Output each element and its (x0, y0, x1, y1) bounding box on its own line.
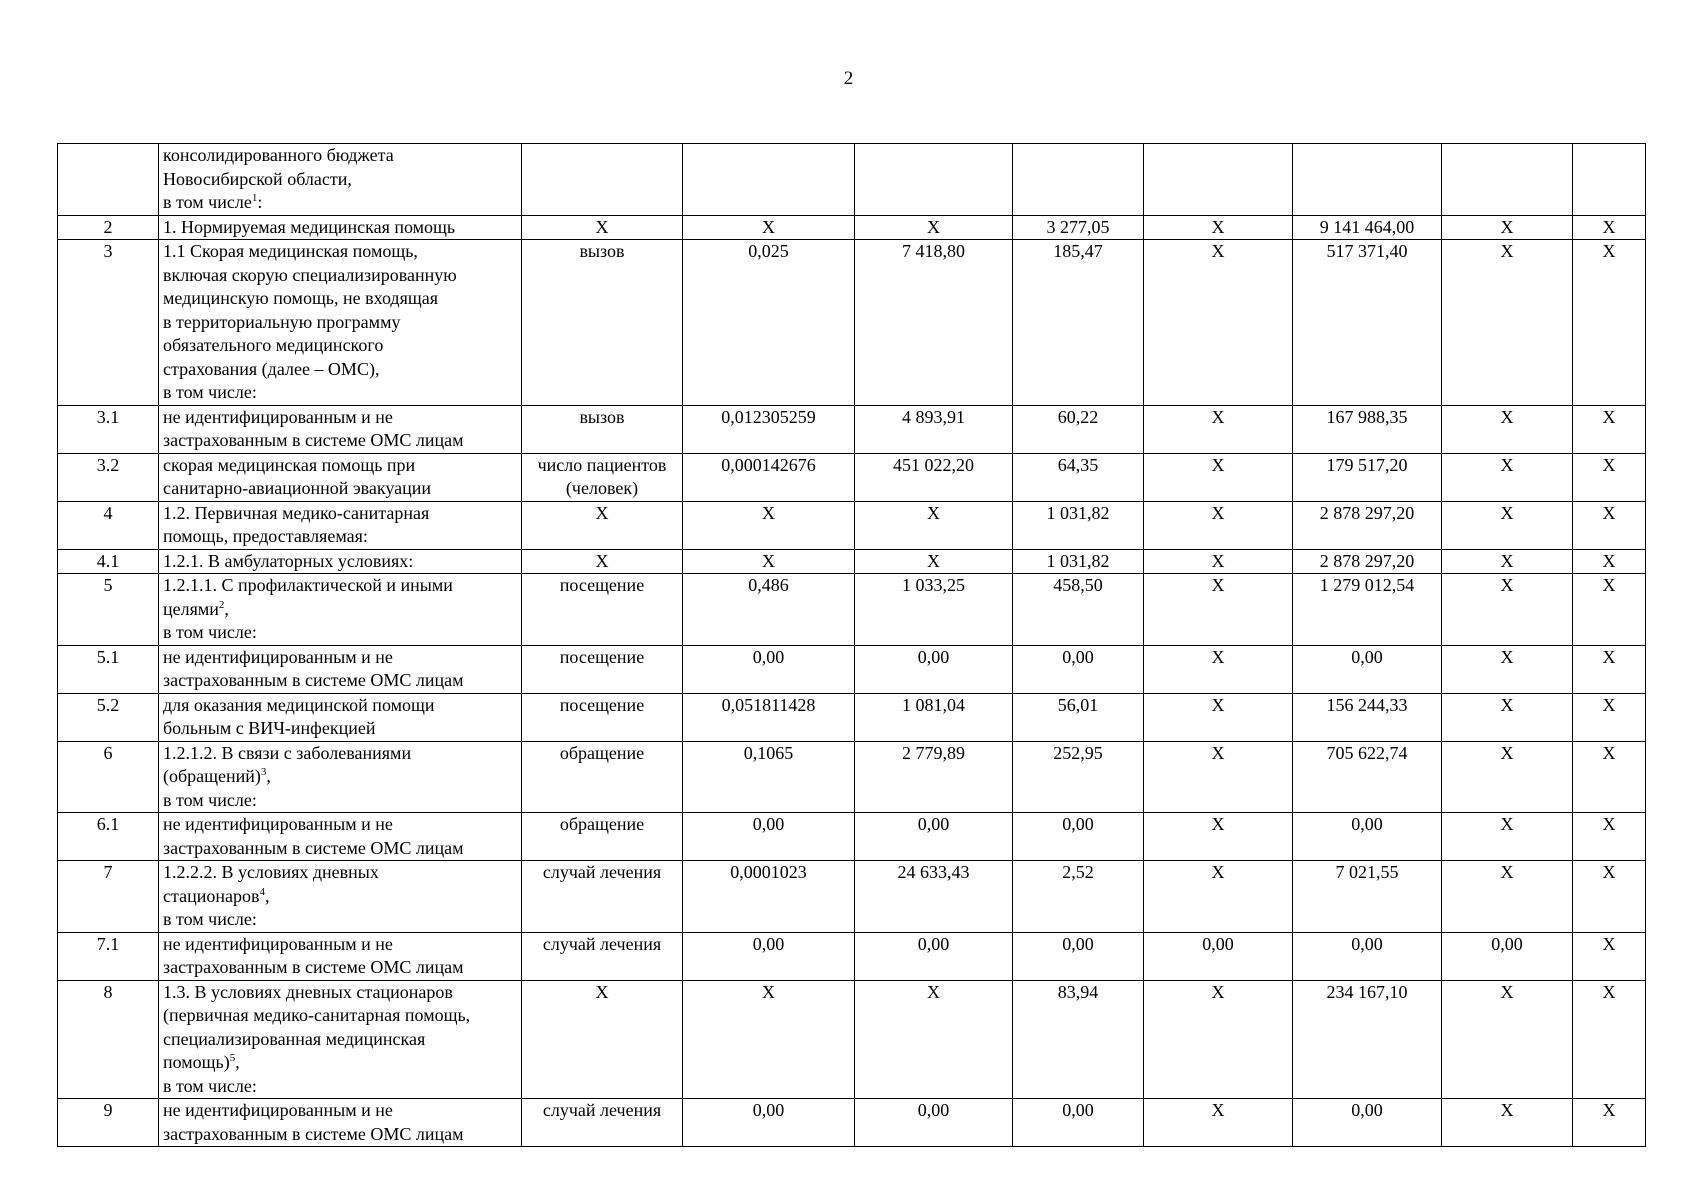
value-cell: обращение (522, 813, 683, 861)
value-cell: 0,00 (1013, 813, 1144, 861)
value-cell: посещение (522, 574, 683, 646)
row-number-cell: 4.1 (58, 549, 159, 574)
row-number-cell: 7.1 (58, 932, 159, 980)
description-cell (159, 549, 522, 574)
row-number-cell: 6 (58, 741, 159, 813)
value-cell: X (1573, 693, 1646, 741)
value-cell: 179 517,20 (1293, 453, 1442, 501)
value-cell: 0,00 (1144, 932, 1293, 980)
footnote-marker: 2 (218, 598, 225, 611)
value-cell: 64,35 (1013, 453, 1144, 501)
value-cell: 0,00 (683, 1099, 855, 1147)
value-cell: X (1144, 1099, 1293, 1147)
description-cell (159, 861, 522, 933)
description-line: Новосибирской области, (163, 168, 352, 189)
description-cell (159, 980, 522, 1099)
description-line: застрахованным в системе ОМС лицам (163, 957, 464, 977)
description-line: больным с ВИЧ-инфекцией (163, 718, 376, 738)
value-cell: X (1442, 240, 1573, 406)
description-line: не идентифицированным и не (163, 646, 393, 667)
table-row (58, 980, 1646, 1099)
description-punctuation: : (257, 192, 263, 212)
table-row (58, 215, 1646, 240)
description-line: 1.2.1.1. С профилактической и иными (163, 575, 453, 595)
value-cell: X (1442, 1099, 1573, 1147)
value-cell: 0,00 (855, 645, 1013, 693)
description-line: в том числе: (163, 1075, 257, 1096)
value-cell: X (1144, 574, 1293, 646)
description-line: 1.2.1. В амбулаторных условиях: (163, 550, 414, 571)
value-cell (1442, 144, 1573, 216)
value-cell: 0,00 (1442, 932, 1573, 980)
description-line: застрахованным в системе ОМС лицам (163, 430, 464, 450)
value-cell: 2 878 297,20 (1293, 501, 1442, 549)
value-cell: 0,00 (1013, 645, 1144, 693)
value-cell: 234 167,10 (1293, 980, 1442, 1099)
description-punctuation: , (235, 1052, 240, 1072)
description-cell (159, 501, 522, 549)
description-punctuation: , (264, 885, 270, 906)
value-cell: X (683, 215, 855, 240)
description-line: застрахованным в системе ОМС лицам (163, 1123, 464, 1144)
description-line: (первичная медико-санитарная помощь, (163, 1005, 471, 1025)
table-row (58, 501, 1646, 549)
value-cell: X (1573, 1099, 1646, 1147)
description-line: в том числе: (163, 789, 257, 810)
value-cell: X (1144, 549, 1293, 574)
value-cell: X (1144, 240, 1293, 406)
value-cell: 7 418,80 (855, 240, 1013, 406)
value-cell: 451 022,20 (855, 453, 1013, 501)
table-row (58, 1099, 1646, 1147)
value-cell: 156 244,33 (1293, 693, 1442, 741)
value-cell: 0,0001023 (683, 861, 855, 933)
description-line: в том числе: (163, 622, 257, 642)
value-cell: X (1144, 861, 1293, 933)
description-line: не идентифицированным и не (163, 933, 393, 954)
value-cell: 4 893,91 (855, 405, 1013, 453)
value-cell: X (683, 549, 855, 574)
value-cell (683, 144, 855, 216)
description-line: в территориальную программу (163, 311, 401, 332)
value-cell: X (855, 549, 1013, 574)
description-cell (159, 240, 522, 406)
value-cell: число пациентов (человек) (522, 453, 683, 501)
value-cell: 0,000142676 (683, 453, 855, 501)
row-number-cell: 9 (58, 1099, 159, 1147)
value-cell: 0,00 (1293, 932, 1442, 980)
value-cell: X (1442, 645, 1573, 693)
description-line: специализированная медицинская (163, 1028, 426, 1049)
table-row (58, 240, 1646, 406)
footnote-marker: 4 (259, 885, 265, 898)
row-number-cell: 3 (58, 240, 159, 406)
value-cell (1573, 144, 1646, 216)
value-cell: X (1573, 453, 1646, 501)
value-cell: X (1573, 574, 1646, 646)
value-cell: 517 371,40 (1293, 240, 1442, 406)
value-cell: X (1442, 813, 1573, 861)
value-cell: X (855, 980, 1013, 1099)
description-punctuation: , (266, 766, 271, 786)
value-cell: 0,00 (855, 813, 1013, 861)
description-line: включая скорую специализированную (163, 264, 457, 285)
value-cell: X (1573, 240, 1646, 406)
table-row (58, 453, 1646, 501)
value-cell: X (1144, 693, 1293, 741)
description-line: санитарно-авиационной эвакуации (163, 478, 432, 498)
value-cell: X (1573, 932, 1646, 980)
description-line: 1. Нормируемая медицинская помощь (163, 216, 456, 237)
value-cell: X (1573, 645, 1646, 693)
description-cell (159, 693, 522, 741)
value-cell: 60,22 (1013, 405, 1144, 453)
table-row (58, 405, 1646, 453)
description-line: 1.3. В условиях дневных стационаров (163, 981, 453, 1002)
description-cell (159, 574, 522, 646)
description-line: 1.2. Первичная медико-санитарная (163, 502, 430, 523)
description-line: помощь) (163, 1052, 230, 1072)
value-cell: случай лечения (522, 1099, 683, 1147)
value-cell: 0,00 (683, 932, 855, 980)
description-line: медицинскую помощь, не входящая (163, 288, 438, 308)
value-cell: X (1144, 741, 1293, 813)
row-number-cell: 8 (58, 980, 159, 1099)
row-number-cell: 6.1 (58, 813, 159, 861)
value-cell: X (1573, 215, 1646, 240)
row-number-cell: 3.2 (58, 453, 159, 501)
value-cell: X (1442, 501, 1573, 549)
description-line: 1.2.2.2. В условиях дневных (163, 862, 379, 882)
value-cell: X (1573, 501, 1646, 549)
description-line: не идентифицированным и не (163, 814, 393, 834)
row-number-cell: 2 (58, 215, 159, 240)
description-line: 1.1 Скорая медицинская помощь, (163, 241, 418, 261)
value-cell: X (522, 215, 683, 240)
description-cell (159, 405, 522, 453)
footnote-marker: 1 (251, 192, 258, 204)
value-cell: X (1573, 813, 1646, 861)
value-cell: X (1573, 980, 1646, 1099)
table-row (58, 861, 1646, 933)
value-cell: X (1442, 215, 1573, 240)
table-row (58, 813, 1646, 861)
value-cell: X (683, 980, 855, 1099)
value-cell: 0,00 (1013, 932, 1144, 980)
table-body (58, 144, 1646, 1147)
value-cell: 0,00 (1013, 1099, 1144, 1147)
value-cell: 1 031,82 (1013, 549, 1144, 574)
description-line: в том числе (163, 192, 252, 212)
value-cell: X (1144, 645, 1293, 693)
table-row (58, 693, 1646, 741)
value-cell: 1 033,25 (855, 574, 1013, 646)
value-cell: X (1573, 741, 1646, 813)
value-cell (1144, 144, 1293, 216)
value-cell: X (1442, 405, 1573, 453)
value-cell: 0,00 (1293, 645, 1442, 693)
value-cell: X (522, 501, 683, 549)
description-line: застрахованным в системе ОМС лицам (163, 670, 464, 690)
value-cell: X (1144, 215, 1293, 240)
value-cell: 705 622,74 (1293, 741, 1442, 813)
value-cell: 0,00 (855, 1099, 1013, 1147)
row-number-cell: 4 (58, 501, 159, 549)
table-row (58, 144, 1646, 216)
value-cell (522, 144, 683, 216)
value-cell: 252,95 (1013, 741, 1144, 813)
table-row (58, 741, 1646, 813)
value-cell: 0,00 (1293, 813, 1442, 861)
table-row (58, 549, 1646, 574)
value-cell: X (1442, 980, 1573, 1099)
description-line: скорая медицинская помощь при (163, 454, 416, 475)
value-cell: 0,00 (683, 645, 855, 693)
value-cell: 185,47 (1013, 240, 1144, 406)
table-row (58, 645, 1646, 693)
value-cell: 0,012305259 (683, 405, 855, 453)
value-cell: X (1442, 574, 1573, 646)
table-row (58, 574, 1646, 646)
value-cell: 0,486 (683, 574, 855, 646)
description-cell (159, 1099, 522, 1147)
value-cell: 0,1065 (683, 741, 855, 813)
value-cell: 1 279 012,54 (1293, 574, 1442, 646)
row-number-cell: 5.2 (58, 693, 159, 741)
description-line: обязательного медицинского (163, 335, 384, 355)
description-punctuation: , (224, 598, 229, 619)
value-cell: 0,025 (683, 240, 855, 406)
value-cell: 2 779,89 (855, 741, 1013, 813)
value-cell: случай лечения (522, 932, 683, 980)
description-cell (159, 453, 522, 501)
value-cell: 2 878 297,20 (1293, 549, 1442, 574)
value-cell (855, 144, 1013, 216)
row-number-cell: 7 (58, 861, 159, 933)
description-line: в том числе: (163, 382, 257, 402)
value-cell: X (1442, 861, 1573, 933)
description-cell (159, 645, 522, 693)
description-cell (159, 215, 522, 240)
description-cell (159, 144, 522, 216)
value-cell: вызов (522, 405, 683, 453)
value-cell: 1 031,82 (1013, 501, 1144, 549)
description-line: (обращений) (163, 766, 261, 786)
value-cell: 3 277,05 (1013, 215, 1144, 240)
value-cell: 9 141 464,00 (1293, 215, 1442, 240)
value-cell: 458,50 (1013, 574, 1144, 646)
footnote-marker: 5 (229, 1052, 236, 1064)
value-cell: X (1442, 741, 1573, 813)
value-cell: X (522, 980, 683, 1099)
value-cell: X (855, 501, 1013, 549)
value-cell (1293, 144, 1442, 216)
row-number-cell: 5.1 (58, 645, 159, 693)
value-cell: 167 988,35 (1293, 405, 1442, 453)
description-cell (159, 932, 522, 980)
value-cell: X (1144, 813, 1293, 861)
value-cell: X (1573, 405, 1646, 453)
description-line: застрахованным в системе ОМС лицам (163, 837, 464, 858)
value-cell: посещение (522, 645, 683, 693)
value-cell: X (855, 215, 1013, 240)
description-line: целями (163, 598, 219, 619)
value-cell: X (1573, 861, 1646, 933)
value-cell: X (683, 501, 855, 549)
value-cell: 2,52 (1013, 861, 1144, 933)
value-cell: X (1144, 980, 1293, 1099)
description-line: в том числе: (163, 909, 257, 929)
description-line: помощь, предоставляемая: (163, 526, 368, 546)
medical-care-table (57, 143, 1646, 1147)
table-row (58, 932, 1646, 980)
value-cell: 24 633,43 (855, 861, 1013, 933)
value-cell: X (1442, 549, 1573, 574)
description-line: не идентифицированным и не (163, 406, 393, 427)
value-cell: обращение (522, 741, 683, 813)
value-cell: X (1144, 405, 1293, 453)
value-cell: X (1442, 453, 1573, 501)
description-line: стационаров (163, 885, 260, 906)
value-cell: вызов (522, 240, 683, 406)
value-cell: 0,00 (855, 932, 1013, 980)
value-cell: 0,051811428 (683, 693, 855, 741)
description-cell (159, 741, 522, 813)
footnote-marker: 3 (260, 766, 267, 778)
row-number-cell: 3.1 (58, 405, 159, 453)
value-cell: X (1442, 693, 1573, 741)
page-number: 2 (843, 68, 854, 89)
value-cell: посещение (522, 693, 683, 741)
value-cell (1013, 144, 1144, 216)
value-cell: 83,94 (1013, 980, 1144, 1099)
value-cell: X (522, 549, 683, 574)
description-line: не идентифицированным и не (163, 1100, 393, 1120)
row-number-cell (58, 144, 159, 216)
row-number-cell: 5 (58, 574, 159, 646)
description-cell (159, 813, 522, 861)
description-line: консолидированного бюджета (163, 145, 394, 165)
value-cell: случай лечения (522, 861, 683, 933)
value-cell: 0,00 (1293, 1099, 1442, 1147)
description-line: для оказания медицинской помощи (163, 694, 435, 715)
value-cell: 7 021,55 (1293, 861, 1442, 933)
value-cell: X (1144, 501, 1293, 549)
value-cell: 1 081,04 (855, 693, 1013, 741)
value-cell: 0,00 (683, 813, 855, 861)
description-line: страхования (далее – ОМС), (163, 358, 380, 379)
value-cell: X (1144, 453, 1293, 501)
description-line: 1.2.1.2. В связи с заболеваниями (163, 742, 412, 763)
value-cell: X (1573, 549, 1646, 574)
value-cell: 56,01 (1013, 693, 1144, 741)
